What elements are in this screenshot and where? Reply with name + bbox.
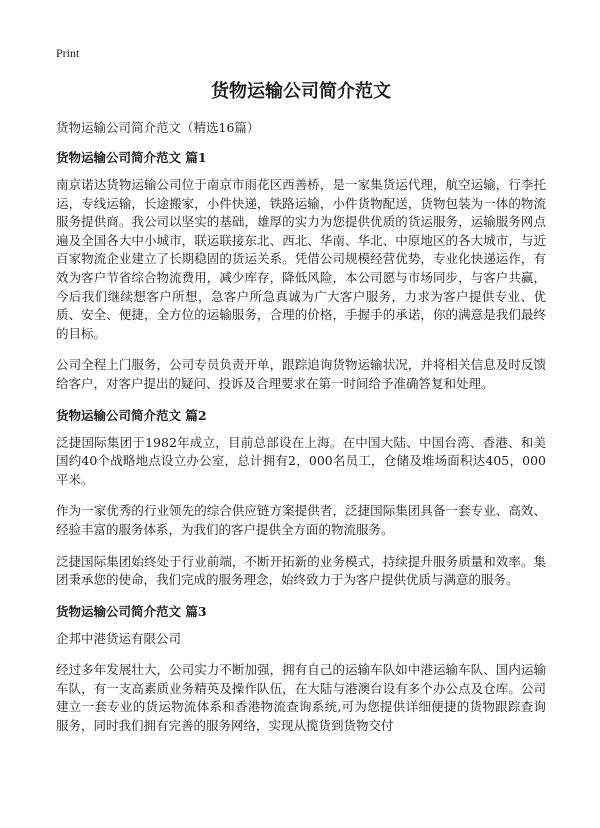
section-1-paragraph-2: 公司全程上门服务，公司专员负责开单，跟踪追询货物运输状况，并将相关信息及时反馈给客户，对客户提出的疑问、投诉及合理要求在第一时间给予准确答复和处理。 <box>56 357 546 391</box>
document-title: 货物运输公司简介范文 <box>211 81 391 102</box>
document-page <box>56 0 546 828</box>
section-heading-3: 货物运输公司简介范文 篇3 <box>56 603 207 619</box>
section-3-paragraph-2: 经过多年发展壮大，公司实力不断加强，拥有自己的运输车队如中港运输车队、国内运输车队，有一支高素质业务精英及操作队伍，在大陆与港澳台设有多个办公点及仓库。公司建立一套专业的货运物流体系和香港物流查询系统,可为您提供详细便捷的货物跟踪查询服务，同时我们拥有完善的服务网络，实现从揽货到货物交付 <box>56 662 546 734</box>
document-body <box>56 119 546 749</box>
section-2-paragraph-3: 泛捷国际集团始终处于行业前端，不断开拓新的业务模式，持续提升服务质量和效率。集团秉承您的使命，我们完成的服务理念，始终致力于为客户提供优质与满意的服务。 <box>56 553 546 588</box>
section-1-paragraph-1: 南京诺达货物运输公司位于南京市雨花区西善桥，是一家集货运代理，航空运输，行李托运，专线运输，长途搬家，小件快递，铁路运输，小件货物配送，货物包装为一体的物流服务提供商。我公司以坚实的基础，雄厚的实力为您提供优质的货运服务，运输服务网点遍及全国各大中小城市，联运联接东北、西北、华南、华北、中原地区的各大城市，与近百家物流企业建立了长期稳固的货运关系。凭借公司规模经营优势，专业化快递运作，有效为客户节省综合物流费用，减少库存，降低风险，本公司愿与市场同步，与客户共赢，今后我们继续想客户所想，急客户所急真诚为广大客户服务，力求为客户提供专业、优质、安全、便捷，全方位的运输服务，合理的价格，手握手的承诺，你的满意是我们最终的目标。 <box>56 177 546 341</box>
section-2-paragraph-2: 作为一家优秀的行业领先的综合供应链方案提供者，泛捷国际集团具备一套专业、高效、经验丰富的服务体系，为我们的客户提供全方面的物流服务。 <box>56 503 546 537</box>
print-link[interactable]: Print <box>56 46 80 60</box>
section-2-paragraph-1: 泛捷国际集团于1982年成立，目前总部设在上海。在中国大陆、中国台湾、香港、和美国约40个战略地点设立办公室，总计拥有2，000名员工，仓储及堆场面积达405，000平米。 <box>56 434 546 487</box>
section-heading-1: 货物运输公司简介范文 篇1 <box>56 150 207 165</box>
section-heading-2: 货物运输公司简介范文 篇2 <box>56 407 207 423</box>
document-subtitle: 货物运输公司简介范文（精选16篇） <box>56 120 260 135</box>
section-3-paragraph-1: 企邦中港货运有限公司 <box>56 630 182 646</box>
